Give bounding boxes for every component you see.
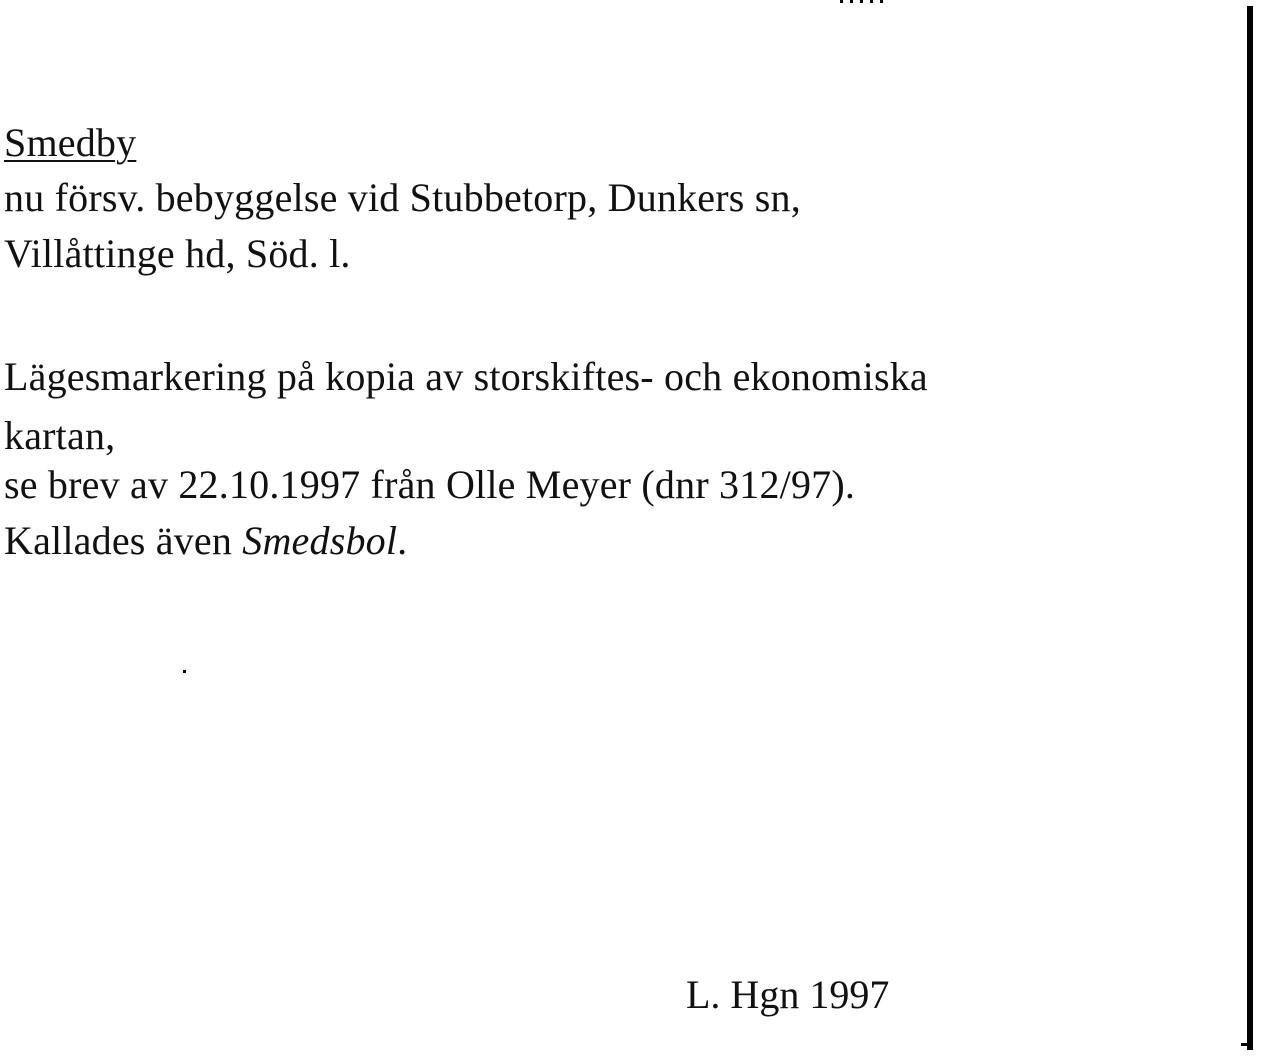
location-line-2: Villåttinge hd, Söd. l. <box>4 231 351 276</box>
location-line-1: nu försv. bebyggelse vid Stubbetorp, Dunkers sn, <box>4 175 801 220</box>
note-line-2: kartan, <box>4 413 116 458</box>
note-line-1: Lägesmarkering på kopia av storskiftes- och ekonomiska <box>4 354 928 399</box>
alias-prefix: Kallades även <box>4 518 243 563</box>
headword: Smedby <box>4 120 137 165</box>
alias-suffix: . <box>397 518 408 563</box>
card-edge-border <box>1247 6 1253 1050</box>
alias-line <box>4 518 408 563</box>
scan-speck <box>840 0 886 3</box>
alias-name: Smedsbol <box>242 518 398 563</box>
scan-speck-dot <box>183 670 186 673</box>
note-line-3: se brev av 22.10.1997 från Olle Meyer (dnr 312/97). <box>4 462 856 507</box>
signature: L. Hgn 1997 <box>686 972 890 1017</box>
card-edge-tick <box>1241 1043 1251 1046</box>
